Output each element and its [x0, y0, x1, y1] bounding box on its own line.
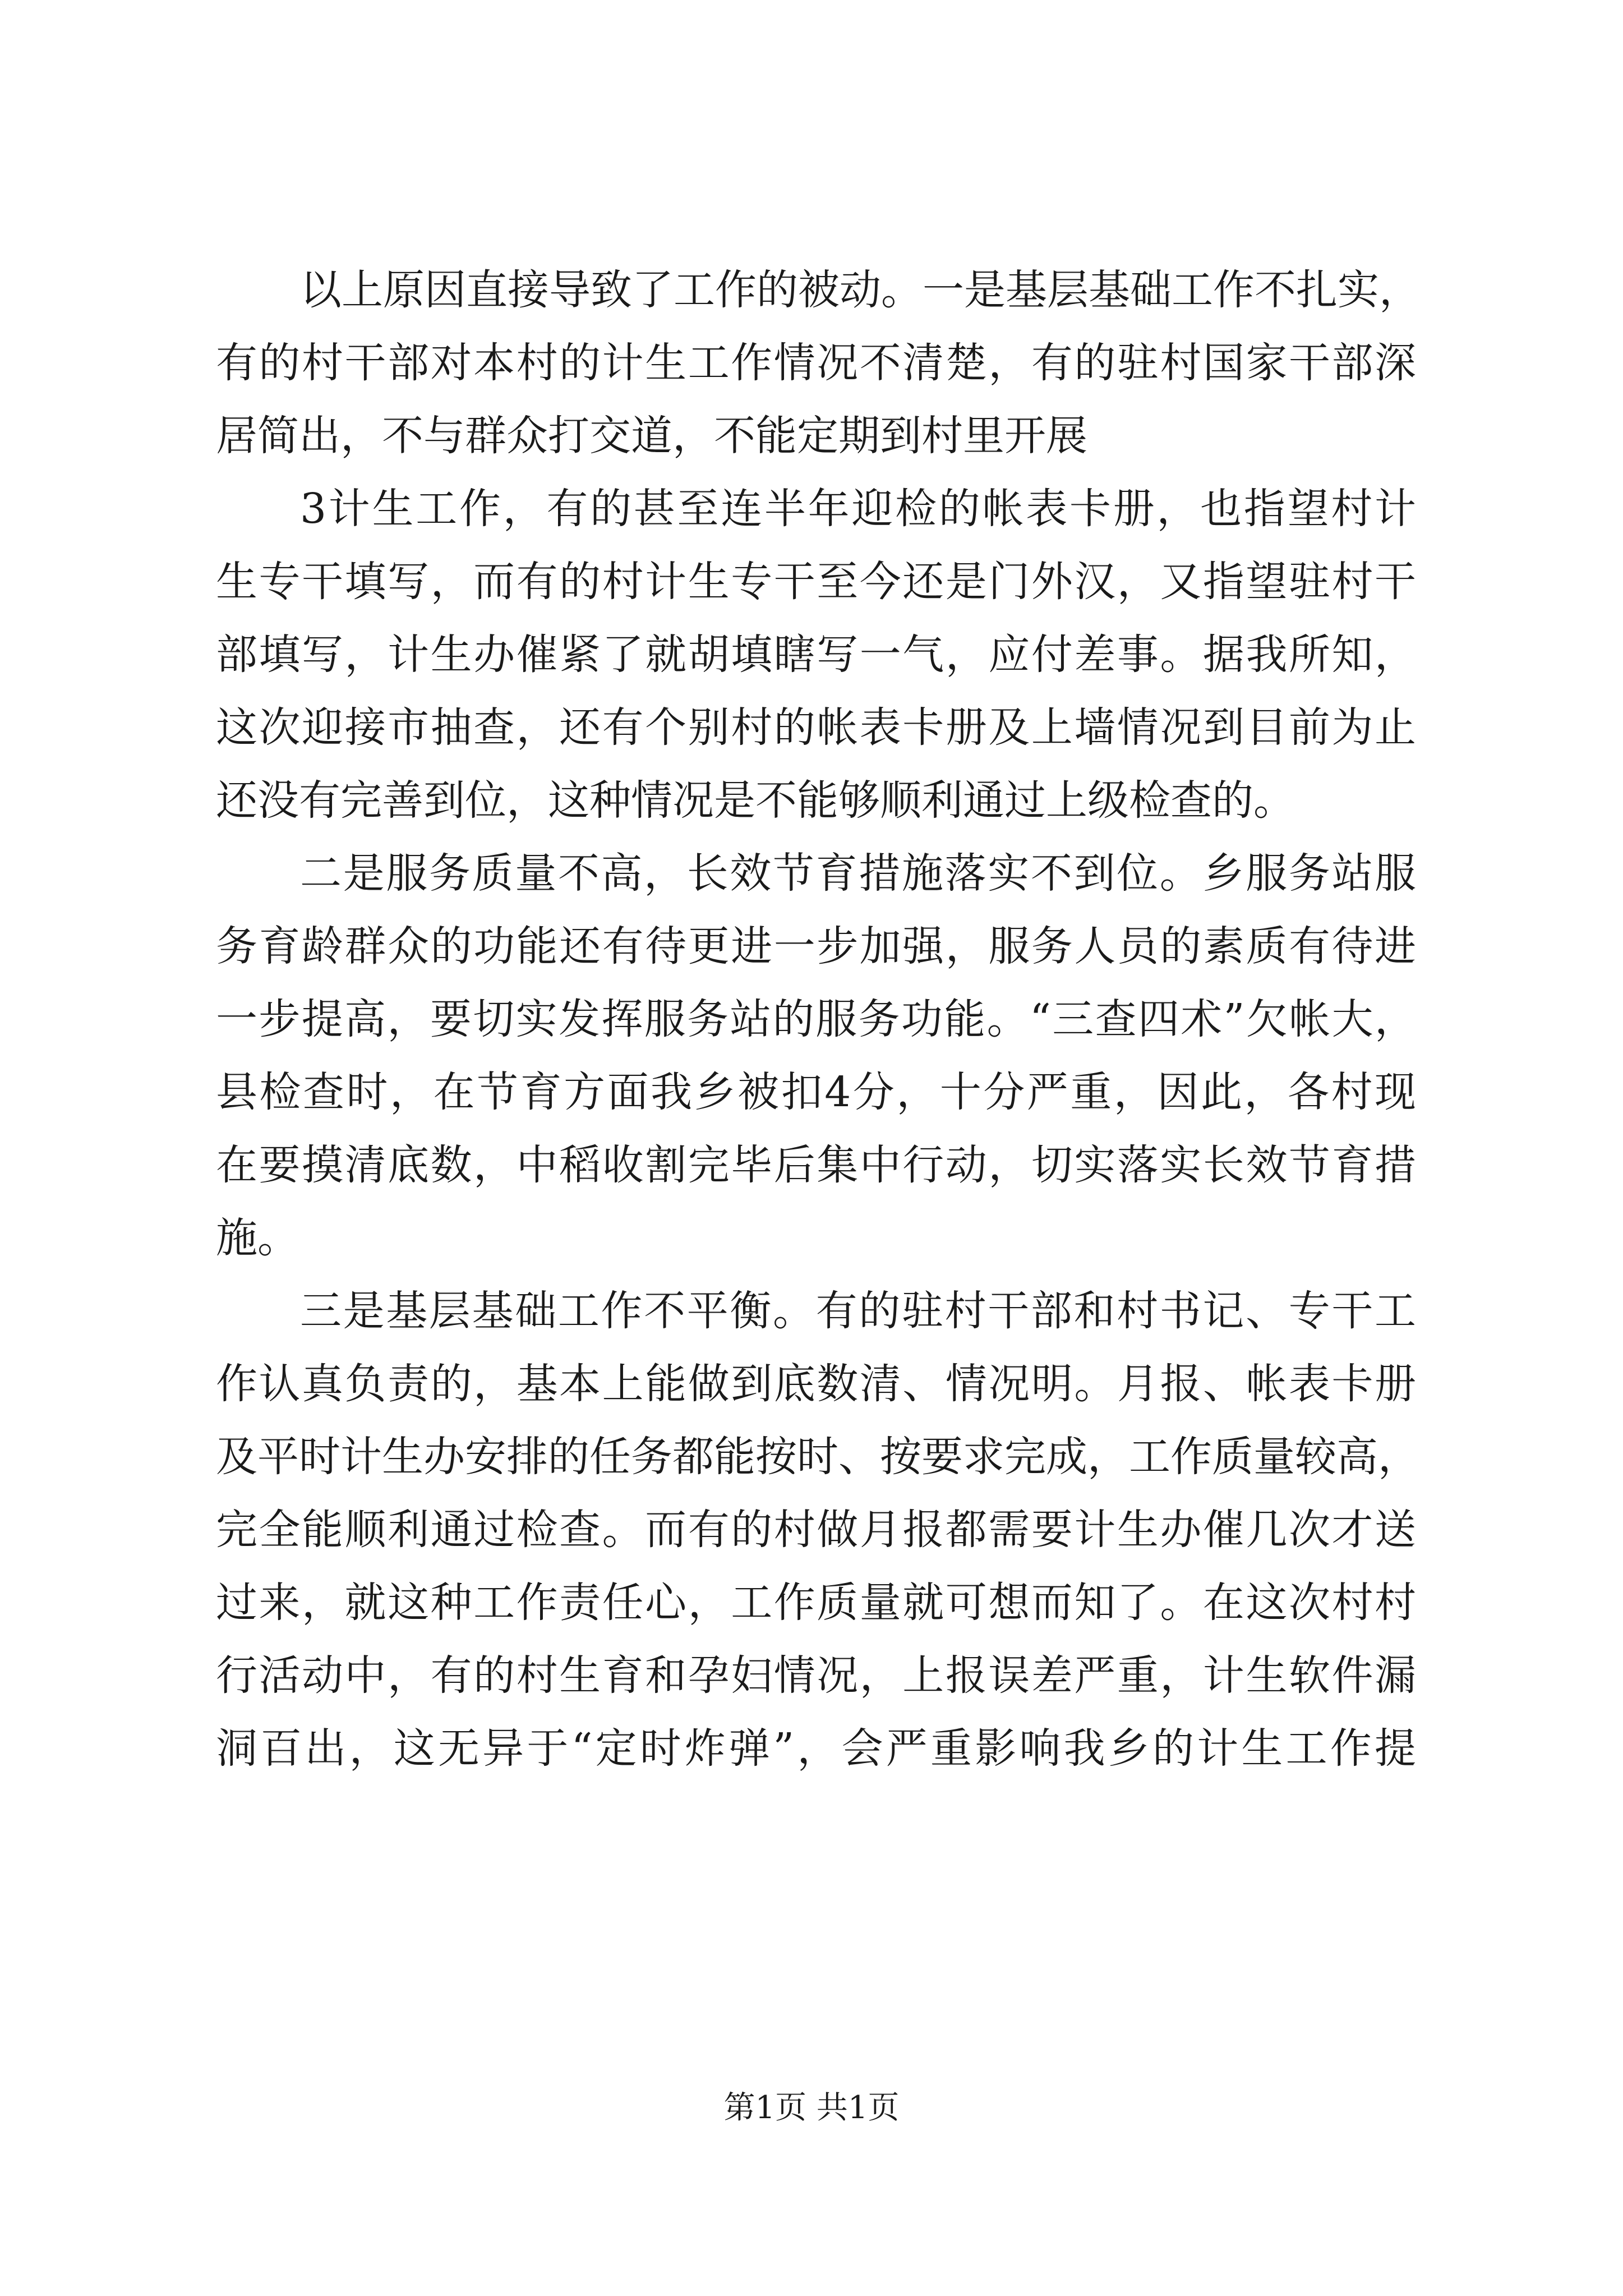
- paragraph-line: 3计生工作，有的甚至连半年迎检的帐表卡册，也指望村计: [300, 485, 1416, 533]
- paragraph-line: 完全能顺利通过检查。而有的村做月报都需要计生办催几次才送: [216, 1506, 1416, 1554]
- paragraph-line: 县检查时，在节育方面我乡被扣4分，十分严重，因此，各村现: [216, 1068, 1416, 1116]
- paragraph-line: 施。: [216, 1214, 299, 1262]
- paragraph-line: 生专干填写，而有的村计生专干至今还是门外汉，又指望驻村干: [216, 558, 1416, 606]
- paragraph-line: 及平时计生办安排的任务都能按时、按要求完成，工作质量较高，: [216, 1433, 1419, 1481]
- page-number: 第1页 共1页: [723, 2090, 900, 2126]
- page-footer: [0, 2086, 1623, 2131]
- paragraph-line: 在要摸清底数，中稻收割完毕后集中行动，切实落实长效节育措: [216, 1141, 1416, 1189]
- paragraph-line: 过来，就这种工作责任心，工作质量就可想而知了。在这次村村: [216, 1579, 1416, 1627]
- paragraph-line: 一步提高，要切实发挥服务站的服务功能。“三查四术”欠帐大，: [216, 995, 1416, 1043]
- paragraph-line: 三是基层基础工作不平衡。有的驻村干部和村书记、专干工: [300, 1287, 1416, 1335]
- paragraph-line: 有的村干部对本村的计生工作情况不清楚，有的驻村国家干部深: [216, 339, 1416, 387]
- paragraph-line: 作认真负责的，基本上能做到底数清、情况明。月报、帐表卡册: [216, 1360, 1416, 1408]
- paragraph-line: 二是服务质量不高，长效节育措施落实不到位。乡服务站服: [300, 849, 1416, 898]
- paragraph-line: 还没有完善到位，这种情况是不能够顺利通过上级检查的。: [216, 776, 1295, 825]
- paragraph-line: 这次迎接市抽查，还有个别村的帐表卡册及上墙情况到目前为止: [216, 703, 1416, 752]
- paragraph-line: 居简出，不与群众打交道，不能定期到村里开展: [216, 412, 1087, 460]
- paragraph-line: 以上原因直接导致了工作的被动。一是基层基础工作不扎实，: [300, 266, 1421, 314]
- paragraph-line: 行活动中，有的村生育和孕妇情况，上报误差严重，计生软件漏: [216, 1651, 1416, 1700]
- paragraph-line: 部填写，计生办催紧了就胡填瞎写一气，应付差事。据我所知，: [216, 631, 1416, 679]
- document-body: [216, 254, 1421, 1785]
- paragraph-line: 洞百出，这无异于“定时炸弹”，会严重影响我乡的计生工作提: [216, 1724, 1416, 1773]
- paragraph-line: 务育龄群众的功能还有待更进一步加强，服务人员的素质有待进: [216, 922, 1416, 970]
